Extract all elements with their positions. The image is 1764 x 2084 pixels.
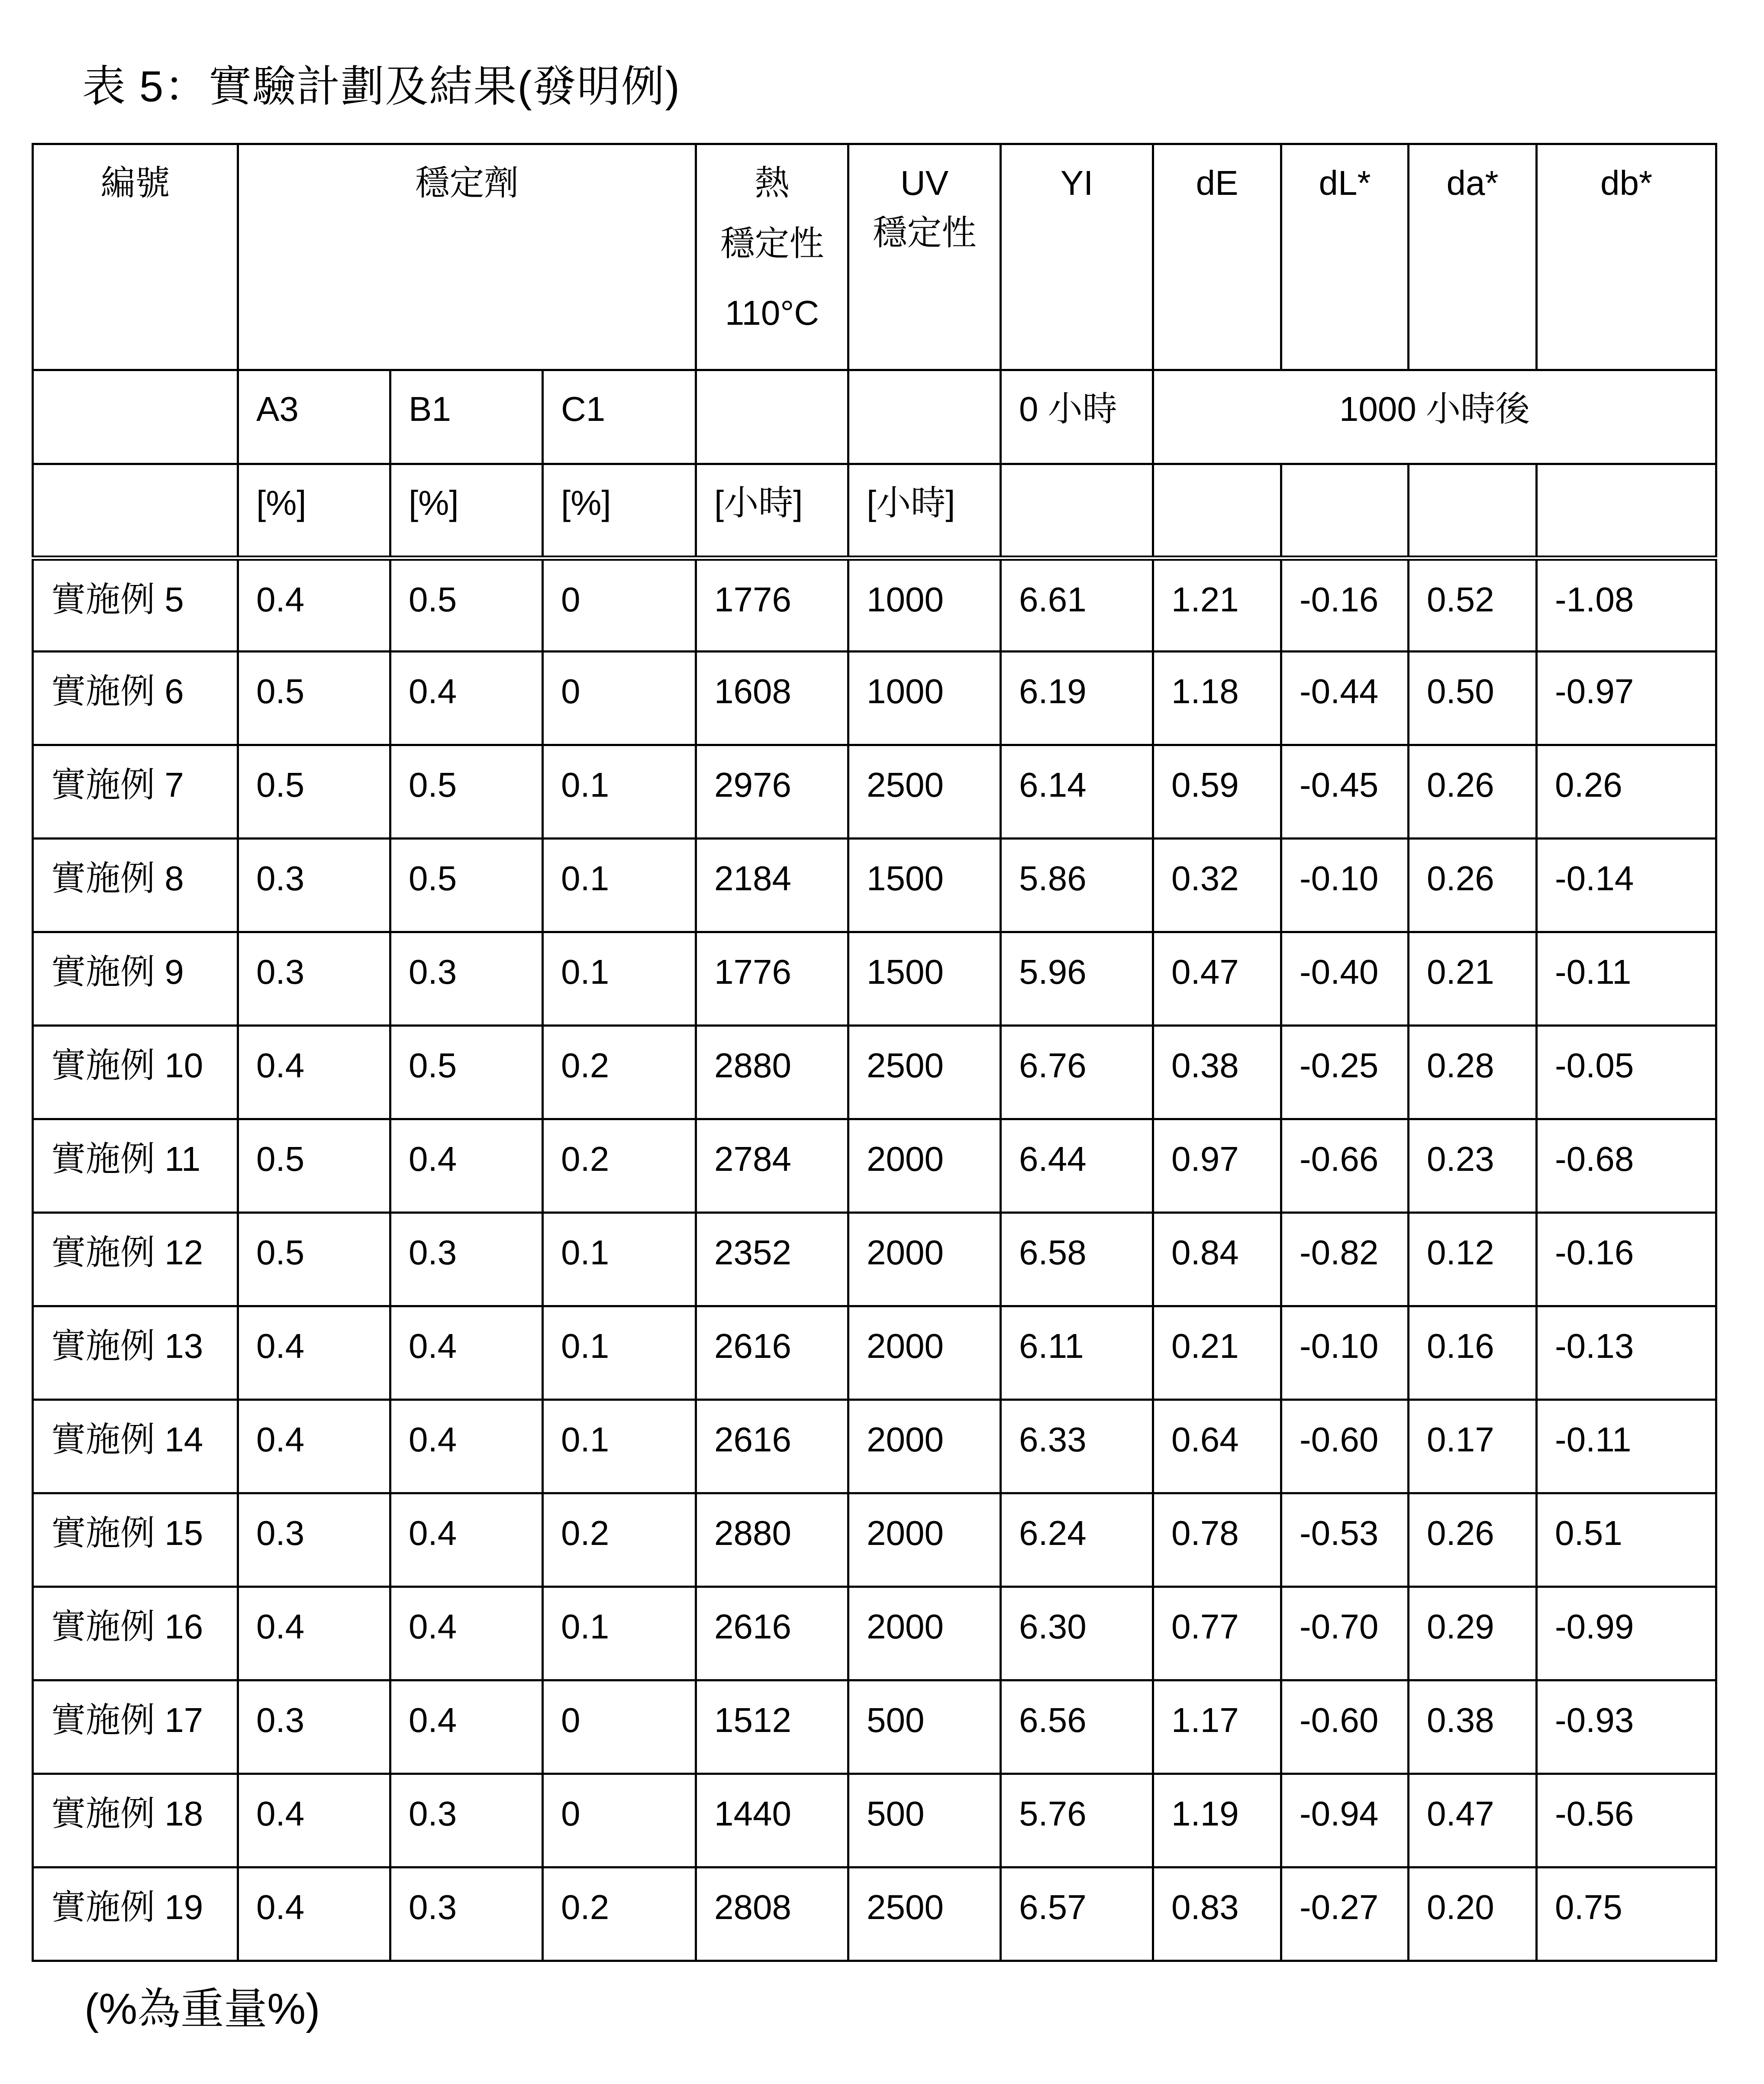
- cell-c1: 0.1: [543, 1306, 696, 1400]
- cell-a3: 0.5: [238, 1119, 390, 1213]
- cell-uv: 1500: [848, 839, 1001, 932]
- cell-yi: 6.44: [1001, 1119, 1153, 1213]
- cell-a3: 0.3: [238, 1493, 390, 1587]
- subheader-empty-id: [33, 370, 238, 464]
- cell-heat: 2976: [696, 745, 848, 839]
- cell-b1: 0.3: [390, 1868, 543, 1961]
- cell-c1: 0: [543, 558, 696, 652]
- cell-heat: 2880: [696, 1026, 848, 1119]
- cell-id: 實施例 9: [33, 932, 238, 1026]
- cell-de: 0.47: [1153, 932, 1281, 1026]
- table-row: [33, 932, 1716, 1026]
- header-id: 編號: [33, 144, 238, 370]
- table-row: [33, 839, 1716, 932]
- cell-heat: 1776: [696, 558, 848, 652]
- cell-id: 實施例 17: [33, 1680, 238, 1774]
- cell-heat: 1608: [696, 652, 848, 745]
- cell-b1: 0.5: [390, 745, 543, 839]
- cell-a3: 0.3: [238, 839, 390, 932]
- cell-c1: 0.2: [543, 1868, 696, 1961]
- cell-c1: 0.2: [543, 1119, 696, 1213]
- cell-da: 0.16: [1409, 1306, 1537, 1400]
- cell-yi: 6.33: [1001, 1400, 1153, 1493]
- header-heat-line1: 熱: [755, 164, 790, 202]
- cell-c1: 0: [543, 1680, 696, 1774]
- cell-b1: 0.3: [390, 1774, 543, 1868]
- cell-b1: 0.4: [390, 1587, 543, 1680]
- cell-yi: 5.86: [1001, 839, 1153, 932]
- subheader-after-time: 1000 小時後: [1153, 370, 1716, 464]
- cell-b1: 0.4: [390, 1680, 543, 1774]
- cell-dl: -0.44: [1281, 652, 1409, 745]
- table-row: [33, 745, 1716, 839]
- cell-heat: 2616: [696, 1400, 848, 1493]
- header-heat-line3: 110°C: [725, 294, 819, 332]
- subheader-row: [33, 370, 1716, 464]
- cell-dl: -0.16: [1281, 558, 1409, 652]
- subheader-c1: C1: [543, 370, 696, 464]
- header-dl: dL*: [1281, 144, 1409, 370]
- cell-b1: 0.5: [390, 558, 543, 652]
- cell-db: -0.13: [1537, 1306, 1716, 1400]
- cell-heat: 1440: [696, 1774, 848, 1868]
- cell-dl: -0.60: [1281, 1680, 1409, 1774]
- cell-uv: 2500: [848, 745, 1001, 839]
- cell-uv: 500: [848, 1680, 1001, 1774]
- cell-heat: 2784: [696, 1119, 848, 1213]
- header-yi: YI: [1001, 144, 1153, 370]
- cell-de: 0.84: [1153, 1213, 1281, 1306]
- header-row: [33, 144, 1716, 370]
- cell-da: 0.38: [1409, 1680, 1537, 1774]
- cell-b1: 0.4: [390, 652, 543, 745]
- cell-a3: 0.3: [238, 1680, 390, 1774]
- cell-yi: 6.76: [1001, 1026, 1153, 1119]
- cell-de: 1.18: [1153, 652, 1281, 745]
- cell-yi: 6.58: [1001, 1213, 1153, 1306]
- cell-db: -0.14: [1537, 839, 1716, 932]
- cell-heat: 1776: [696, 932, 848, 1026]
- cell-db: -0.16: [1537, 1213, 1716, 1306]
- cell-c1: 0.2: [543, 1493, 696, 1587]
- subheader-a3: A3: [238, 370, 390, 464]
- cell-b1: 0.4: [390, 1493, 543, 1587]
- cell-yi: 5.76: [1001, 1774, 1153, 1868]
- cell-a3: 0.3: [238, 932, 390, 1026]
- cell-c1: 0.2: [543, 1026, 696, 1119]
- cell-da: 0.17: [1409, 1400, 1537, 1493]
- subheader-empty-heat: [696, 370, 848, 464]
- cell-de: 0.21: [1153, 1306, 1281, 1400]
- cell-a3: 0.5: [238, 745, 390, 839]
- cell-id: 實施例 6: [33, 652, 238, 745]
- table-row: [33, 1587, 1716, 1680]
- cell-heat: 2808: [696, 1868, 848, 1961]
- header-stabilizer: 穩定劑: [238, 144, 696, 370]
- cell-b1: 0.4: [390, 1119, 543, 1213]
- cell-heat: 2880: [696, 1493, 848, 1587]
- cell-dl: -0.40: [1281, 932, 1409, 1026]
- cell-da: 0.12: [1409, 1213, 1537, 1306]
- table-row: [33, 558, 1716, 652]
- units-row: [33, 464, 1716, 558]
- cell-b1: 0.3: [390, 1213, 543, 1306]
- cell-uv: 1000: [848, 652, 1001, 745]
- table-row: [33, 1868, 1716, 1961]
- cell-uv: 2000: [848, 1119, 1001, 1213]
- cell-heat: 1512: [696, 1680, 848, 1774]
- cell-dl: -0.53: [1281, 1493, 1409, 1587]
- units-empty-dl: [1281, 464, 1409, 558]
- cell-yi: 6.56: [1001, 1680, 1153, 1774]
- cell-b1: 0.4: [390, 1306, 543, 1400]
- cell-dl: -0.82: [1281, 1213, 1409, 1306]
- cell-uv: 1500: [848, 932, 1001, 1026]
- cell-a3: 0.4: [238, 1026, 390, 1119]
- units-heat: [小時]: [696, 464, 848, 558]
- cell-de: 1.21: [1153, 558, 1281, 652]
- cell-id: 實施例 7: [33, 745, 238, 839]
- table-title: 表 5：實驗計劃及結果(發明例): [82, 62, 680, 111]
- cell-de: 1.19: [1153, 1774, 1281, 1868]
- subheader-yi-time: 0 小時: [1001, 370, 1153, 464]
- cell-b1: 0.3: [390, 932, 543, 1026]
- cell-de: 0.32: [1153, 839, 1281, 932]
- cell-heat: 2352: [696, 1213, 848, 1306]
- cell-da: 0.52: [1409, 558, 1537, 652]
- table-row: [33, 1026, 1716, 1119]
- header-uv-line2: 穩定性: [872, 213, 977, 252]
- cell-a3: 0.5: [238, 652, 390, 745]
- cell-a3: 0.4: [238, 1400, 390, 1493]
- cell-yi: 6.19: [1001, 652, 1153, 745]
- cell-da: 0.23: [1409, 1119, 1537, 1213]
- units-empty-db: [1537, 464, 1716, 558]
- cell-da: 0.26: [1409, 1493, 1537, 1587]
- cell-dl: -0.45: [1281, 745, 1409, 839]
- footnote: (%為重量%): [84, 1985, 320, 2033]
- cell-dl: -0.10: [1281, 1306, 1409, 1400]
- units-empty-id: [33, 464, 238, 558]
- cell-yi: 6.11: [1001, 1306, 1153, 1400]
- cell-db: -0.11: [1537, 1400, 1716, 1493]
- results-table: [32, 143, 1717, 1962]
- table-row: [33, 1119, 1716, 1213]
- cell-dl: -0.60: [1281, 1400, 1409, 1493]
- cell-id: 實施例 5: [33, 558, 238, 652]
- cell-dl: -0.10: [1281, 839, 1409, 932]
- cell-db: -1.08: [1537, 558, 1716, 652]
- cell-da: 0.20: [1409, 1868, 1537, 1961]
- cell-de: 0.77: [1153, 1587, 1281, 1680]
- cell-db: 0.75: [1537, 1868, 1716, 1961]
- cell-dl: -0.70: [1281, 1587, 1409, 1680]
- cell-uv: 2000: [848, 1306, 1001, 1400]
- cell-uv: 2500: [848, 1026, 1001, 1119]
- cell-id: 實施例 10: [33, 1026, 238, 1119]
- table-row: [33, 652, 1716, 745]
- header-db: db*: [1537, 144, 1716, 370]
- cell-id: 實施例 11: [33, 1119, 238, 1213]
- cell-id: 實施例 19: [33, 1868, 238, 1961]
- header-de: dE: [1153, 144, 1281, 370]
- header-heat-line2: 穩定性: [720, 224, 824, 263]
- cell-db: -0.05: [1537, 1026, 1716, 1119]
- cell-db: -0.93: [1537, 1680, 1716, 1774]
- cell-de: 0.59: [1153, 745, 1281, 839]
- cell-uv: 2000: [848, 1493, 1001, 1587]
- cell-a3: 0.5: [238, 1213, 390, 1306]
- cell-uv: 500: [848, 1774, 1001, 1868]
- cell-a3: 0.4: [238, 1587, 390, 1680]
- cell-uv: 2000: [848, 1587, 1001, 1680]
- cell-de: 0.83: [1153, 1868, 1281, 1961]
- cell-yi: 6.14: [1001, 745, 1153, 839]
- units-uv: [小時]: [848, 464, 1001, 558]
- units-c1: [%]: [543, 464, 696, 558]
- table-row: [33, 1774, 1716, 1868]
- cell-heat: 2184: [696, 839, 848, 932]
- cell-a3: 0.4: [238, 1774, 390, 1868]
- cell-de: 0.38: [1153, 1026, 1281, 1119]
- cell-db: 0.51: [1537, 1493, 1716, 1587]
- cell-de: 1.17: [1153, 1680, 1281, 1774]
- cell-uv: 2000: [848, 1400, 1001, 1493]
- cell-dl: -0.25: [1281, 1026, 1409, 1119]
- cell-dl: -0.94: [1281, 1774, 1409, 1868]
- cell-da: 0.29: [1409, 1587, 1537, 1680]
- cell-db: 0.26: [1537, 745, 1716, 839]
- units-b1: [%]: [390, 464, 543, 558]
- subheader-b1: B1: [390, 370, 543, 464]
- subheader-empty-uv: [848, 370, 1001, 464]
- table-row: [33, 1306, 1716, 1400]
- cell-dl: -0.66: [1281, 1119, 1409, 1213]
- cell-heat: 2616: [696, 1587, 848, 1680]
- cell-c1: 0.1: [543, 1400, 696, 1493]
- cell-uv: 2000: [848, 1213, 1001, 1306]
- units-a3: [%]: [238, 464, 390, 558]
- cell-heat: 2616: [696, 1306, 848, 1400]
- cell-db: -0.97: [1537, 652, 1716, 745]
- cell-id: 實施例 14: [33, 1400, 238, 1493]
- cell-da: 0.26: [1409, 745, 1537, 839]
- cell-de: 0.97: [1153, 1119, 1281, 1213]
- cell-yi: 5.96: [1001, 932, 1153, 1026]
- cell-de: 0.78: [1153, 1493, 1281, 1587]
- cell-a3: 0.4: [238, 1868, 390, 1961]
- table-row: [33, 1680, 1716, 1774]
- cell-a3: 0.4: [238, 558, 390, 652]
- cell-uv: 2500: [848, 1868, 1001, 1961]
- cell-uv: 1000: [848, 558, 1001, 652]
- cell-c1: 0: [543, 652, 696, 745]
- header-heat-stability: [696, 144, 848, 370]
- cell-id: 實施例 13: [33, 1306, 238, 1400]
- cell-id: 實施例 8: [33, 839, 238, 932]
- cell-yi: 6.61: [1001, 558, 1153, 652]
- units-empty-de: [1153, 464, 1281, 558]
- cell-b1: 0.5: [390, 1026, 543, 1119]
- cell-c1: 0.1: [543, 745, 696, 839]
- units-empty-yi: [1001, 464, 1153, 558]
- cell-yi: 6.30: [1001, 1587, 1153, 1680]
- header-uv-line1: UV: [900, 164, 949, 202]
- cell-da: 0.47: [1409, 1774, 1537, 1868]
- cell-id: 實施例 16: [33, 1587, 238, 1680]
- cell-a3: 0.4: [238, 1306, 390, 1400]
- cell-c1: 0.1: [543, 1213, 696, 1306]
- cell-da: 0.21: [1409, 932, 1537, 1026]
- cell-id: 實施例 15: [33, 1493, 238, 1587]
- cell-yi: 6.57: [1001, 1868, 1153, 1961]
- cell-c1: 0.1: [543, 839, 696, 932]
- cell-db: -0.68: [1537, 1119, 1716, 1213]
- table-row: [33, 1493, 1716, 1587]
- cell-da: 0.28: [1409, 1026, 1537, 1119]
- cell-id: 實施例 12: [33, 1213, 238, 1306]
- cell-db: -0.99: [1537, 1587, 1716, 1680]
- cell-c1: 0.1: [543, 932, 696, 1026]
- cell-da: 0.26: [1409, 839, 1537, 932]
- units-empty-da: [1409, 464, 1537, 558]
- cell-yi: 6.24: [1001, 1493, 1153, 1587]
- header-uv-stability: [848, 144, 1001, 370]
- cell-b1: 0.4: [390, 1400, 543, 1493]
- cell-b1: 0.5: [390, 839, 543, 932]
- header-da: da*: [1409, 144, 1537, 370]
- table-row: [33, 1213, 1716, 1306]
- cell-c1: 0.1: [543, 1587, 696, 1680]
- cell-de: 0.64: [1153, 1400, 1281, 1493]
- cell-id: 實施例 18: [33, 1774, 238, 1868]
- cell-c1: 0: [543, 1774, 696, 1868]
- cell-db: -0.56: [1537, 1774, 1716, 1868]
- cell-db: -0.11: [1537, 932, 1716, 1026]
- table-row: [33, 1400, 1716, 1493]
- cell-dl: -0.27: [1281, 1868, 1409, 1961]
- cell-da: 0.50: [1409, 652, 1537, 745]
